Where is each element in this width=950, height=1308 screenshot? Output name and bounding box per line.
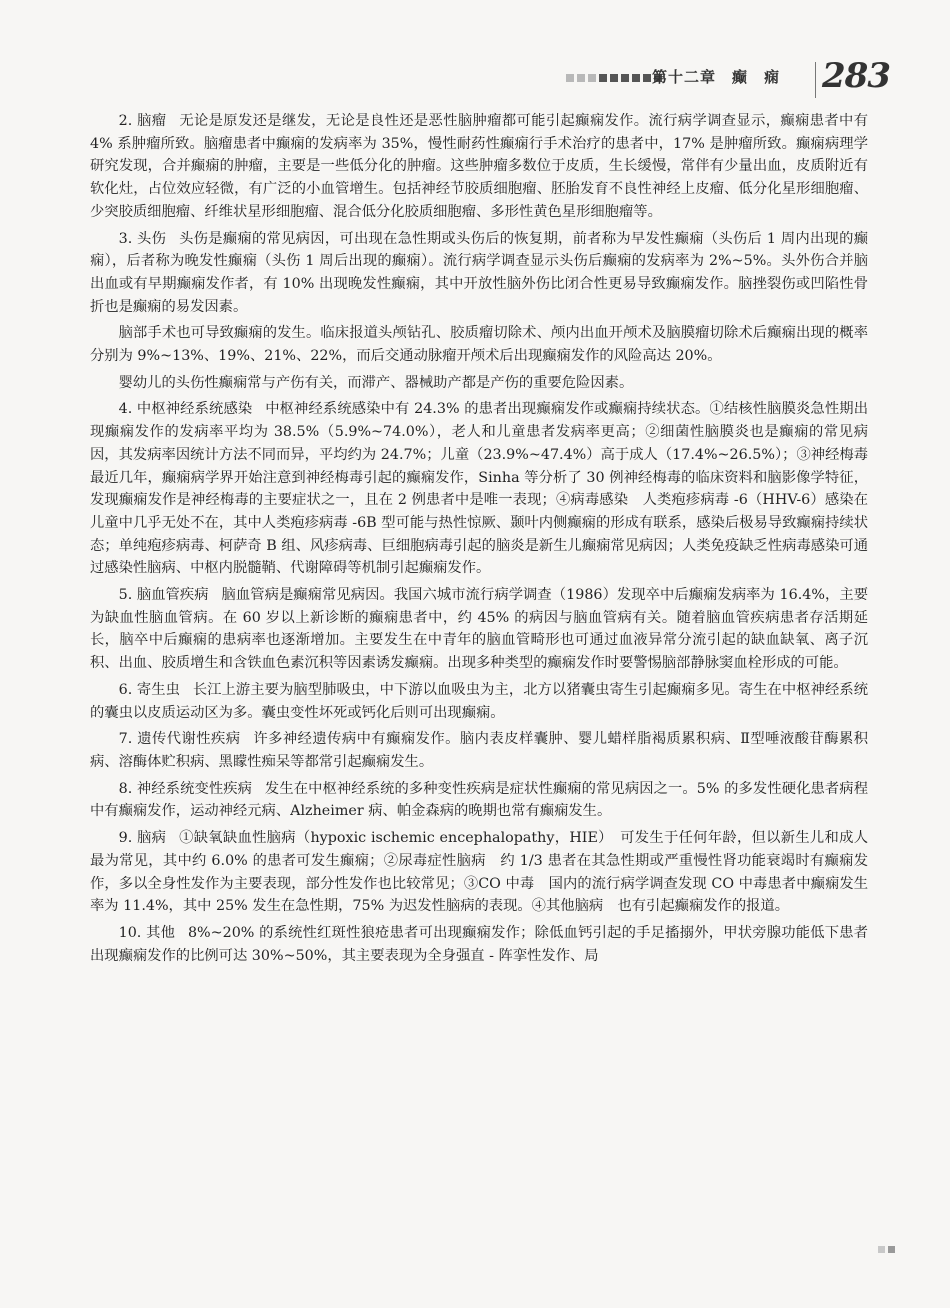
paragraph-heading: 2. 脑瘤 xyxy=(118,113,167,129)
paragraph-heading: 3. 头伤 xyxy=(118,230,167,247)
paragraph-infant-injury xyxy=(90,372,868,395)
footer-decoration xyxy=(878,1246,895,1253)
paragraph-text: 无论是原发还是继发，无论是良性还是恶性脑肿瘤都可能引起癫痫发作。流行病学调查显示，癫痫患者中有 4% 系肿瘤所致。脑瘤患者中癫痫的发病率为 35%，慢性耐药性癫痫行手术治疗的患者中，17% 是肿瘤所致。癫痫病理学研究发现，合并癫痫的肿瘤，主要是一些低分化的肿瘤。这些肿瘤多数位于皮质，生长缓慢，常伴有少量出血，皮质附近有软化灶，占位效应轻微，有广泛的小血管增生。包括神经节胶质细胞瘤、胚胎发育不良性神经上皮瘤、低分化星形细胞瘤、少突胶质细胞瘤、纤维状星形细胞瘤、混合低分化胶质细胞瘤、多形性黄色星形细胞瘤等。 xyxy=(90,113,868,220)
paragraph-text: 头伤是癫痫的常见病因，可出现在急性期或头伤后的恢复期，前者称为早发性癫痫（头伤后 1 周内出现的癫痫），后者称为晚发性癫痫（头伤 1 周后出现的癫痫）。流行病学调查显示头伤后癫痫的发病率为 2%~5%。头外伤合并脑出血或有早期癫痫发作者，有 10% 出现晚发性癫痫，其中开放性脑外伤比闭合性更易导致癫痫发作。脑挫裂伤或凹陷性骨折也是癫痫的易发因素。 xyxy=(90,230,869,315)
paragraph-heading: 7. 遗传代谢性疾病 xyxy=(118,731,241,748)
chapter-title: 第十二章 癫 痫 xyxy=(652,68,781,86)
paragraph-text: 8%~20% 的系统性红斑性狼疮患者可出现癫痫发作；除低血钙引起的手足搐搦外，甲状旁腺功能低下患者出现癫痫发作的比例可达 30%~50%，其主要表现为全身强直 - 阵挛性发作、局 xyxy=(90,924,869,964)
page-number: 283 xyxy=(822,56,890,96)
paragraph-heading: 9. 脑病 xyxy=(118,830,167,847)
paragraph-heading: 6. 寄生虫 xyxy=(118,681,180,698)
paragraph-cerebrovascular xyxy=(90,584,868,675)
paragraph-heading: 10. 其他 xyxy=(118,924,176,941)
paragraph-brain-tumor xyxy=(90,110,868,224)
paragraph-text: 许多神经遗传病中有癫痫发作。脑内表皮样囊肿、婴儿蜡样脂褐质累积病、Ⅱ型唾液酸苷酶累积病、溶酶体贮积病、黑矇性痴呆等都常引起癫痫发生。 xyxy=(90,731,868,770)
body-text xyxy=(90,110,883,971)
paragraph-text: ①缺氧缺血性脑病（hypoxic ischemic encephalopathy，HIE） 可发生于任何年龄，但以新生儿和成人最为常见，其中约 6.0% 的患者可发生癫痫；②尿毒症性脑病 约 1/3 患者在其急性期或严重慢性肾功能衰竭时有癫痫发作，多以全身性发作为主要表现，部分性发作也比较常见；③CO 中毒 国内的流行病学调查发现 CO 中毒患者中癫痫发生率为 11.4%，其中 25% 发生在急性期，75% 为迟发性脑病的表现。④其他脑病 也有引起癫痫发作的报道。 xyxy=(90,830,868,915)
paragraph-head-injury xyxy=(90,228,868,319)
paragraph-parasite xyxy=(90,679,868,724)
paragraph-text: 长江上游主要为脑型肺吸虫，中下游以血吸虫为主，北方以猪囊虫寄生引起癫痫多见。寄生在中枢神经系统的囊虫以皮质运动区为多。囊虫变性坏死或钙化后则可出现癫痫。 xyxy=(90,681,868,721)
paragraph-text: 脑血管病是癫痫常见病因。我国六城市流行病学调查（1986）发现卒中后癫痫发病率为 16.4%，主要为缺血性脑血管病。在 60 岁以上新诊断的癫痫患者中，约 45% 的病因与脑血管病有关。随着脑血管疾病患者存活期延长，脑卒中后癫痫的患病率也逐渐增加。主要发生在中青年的脑血管畸形也可通过血液异常分流引起的缺血缺氧、离子沉积、出血、胶质增生和含铁血色素沉积等因素诱发癫痫。出现多种类型的癫痫发作时要警惕脑部静脉窦血栓形成的可能。 xyxy=(90,587,868,672)
paragraph-heading: 5. 脑血管疾病 xyxy=(118,587,209,604)
paragraph-heading: 8. 神经系统变性疾病 xyxy=(118,780,253,797)
paragraph-encephalopathy xyxy=(90,827,868,918)
paragraph-other xyxy=(90,922,868,967)
paragraph-heading: 4. 中枢神经系统感染 xyxy=(118,401,253,418)
paragraph-text: 婴幼儿的头伤性癫痫常与产伤有关，而滞产、器械助产都是产伤的重要危险因素。 xyxy=(118,374,634,391)
paragraph-cns-infection xyxy=(90,398,883,580)
header-divider xyxy=(815,62,816,98)
paragraph-text: 发生在中枢神经系统的多种变性疾病是症状性癫痫的常见病因之一。5% 的多发性硬化患者病程中有癫痫发作，运动神经元病、Alzheimer 病、帕金森病的晚期也常有癫痫发生。 xyxy=(90,780,868,820)
paragraph-degenerative xyxy=(90,778,868,823)
header-decoration xyxy=(566,74,662,82)
paragraph-text: 中枢神经系统感染中有 24.3% 的患者出现癫痫发作或癫痫持续状态。①结核性脑膜炎急性期出现癫痫发作的发病率平均为 38.5%（5.9%~74.0%），老人和儿童患者发病率更高；②细菌性脑膜炎也是癫痫的常见病因，其发病率因统计方法不同而异，平均约为 24.7%；儿童（23.9%~47.4%）高于成人（17.4%~26.5%）；③神经梅毒 最近几年，癫痫病学界开始注意到神经梅毒引起的癫痫发作，Sinha 等分析了 30 例神经梅毒的临床资料和脑影像学特征，发现癫痫发作是神经梅毒的主要症状之一，且在 2 例患者中是唯一表现；④病毒感染 人类疱疹病毒 -6（HHV-6）感染在儿童中几乎无处不在，其中人类疱疹病毒 -6B 型可能与热性惊厥、颞叶内侧癫痫的形成有联系，感染后极易导致癫痫持续状态；单纯疱疹病毒、柯萨奇 B 组、风疹病毒、巨细胞病毒引起的脑炎是新生儿癫痫常见病因；人类免疫缺乏性病毒感染可通过感染性脑病、中枢内脱髓鞘、代谢障碍等机制引起癫痫发作。 xyxy=(90,401,883,577)
page-header xyxy=(0,58,950,102)
paragraph-brain-surgery xyxy=(90,322,868,367)
paragraph-text: 脑部手术也可导致癫痫的发生。临床报道头颅钻孔、胶质瘤切除术、颅内出血开颅术及脑膜瘤切除术后癫痫出现的概率分别为 9%~13%、19%、21%、22%，而后交通动脉瘤开颅术后出现癫痫发作的风险高达 20%。 xyxy=(90,325,868,365)
paragraph-genetic-metabolic xyxy=(90,728,868,773)
